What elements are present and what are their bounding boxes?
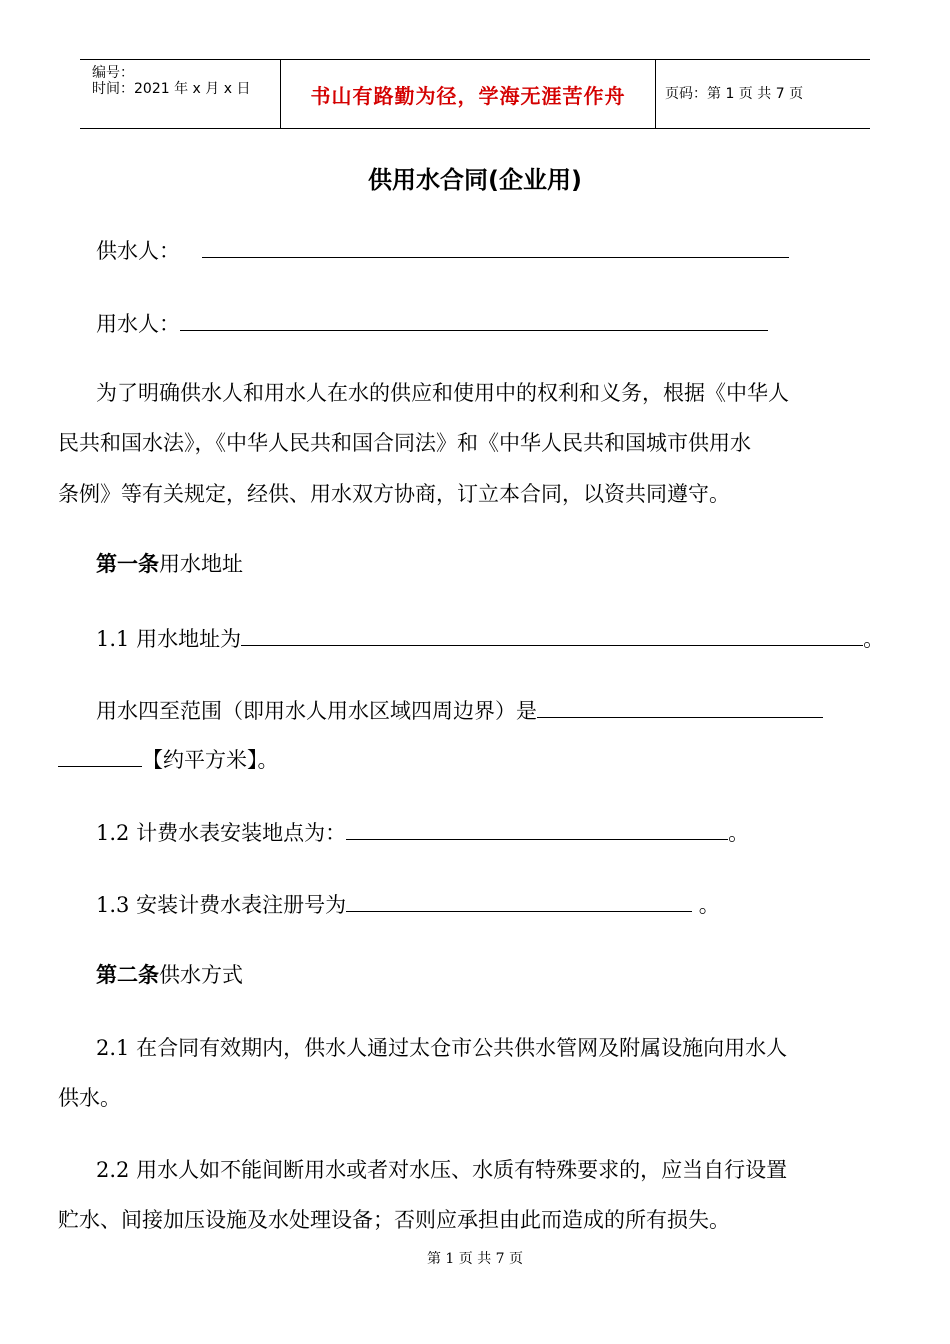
user-blank[interactable] <box>180 310 768 331</box>
clause-1-2-text: 1.2 计费水表安装地点为： <box>96 821 347 845</box>
header-page-cell <box>655 60 870 128</box>
address-blank[interactable] <box>241 625 863 646</box>
page-indicator: 页码：第 1 页 共 7 页 <box>665 85 804 102</box>
clause-1-1-end: 。 <box>863 627 885 651</box>
article-2-heading <box>96 962 243 989</box>
clause-2-1-line-2: 供水。 <box>58 1086 121 1110</box>
range-tail: 【约平方米】。 <box>142 748 279 772</box>
user-line <box>96 310 768 338</box>
range-blank-2[interactable] <box>58 746 142 767</box>
meter-number-blank[interactable] <box>346 891 692 912</box>
page-footer: 第 1 页 共 7 页 <box>426 1251 524 1267</box>
document-title: 供用水合同(企业用) <box>368 166 582 194</box>
article-1-title: 用水地址 <box>159 552 243 576</box>
supplier-line <box>96 237 789 265</box>
clause-1-2-end: 。 <box>728 821 750 845</box>
meter-location-blank[interactable] <box>346 819 728 840</box>
article-1-heading <box>96 551 243 578</box>
range-blank[interactable] <box>537 697 823 718</box>
clause-1-3-text: 1.3 安装计费水表注册号为 <box>96 893 347 917</box>
intro-line-1: 为了明确供水人和用水人在水的供应和使用中的权利和义务，根据《中华人 <box>96 381 789 405</box>
intro-line-2: 民共和国水法》，《中华人民共和国合同法》和《中华人民共和国城市供用水 <box>58 431 751 455</box>
supplier-blank[interactable] <box>202 237 789 258</box>
document-header <box>80 59 870 129</box>
clause-1-1-text: 1.1 用水地址为 <box>96 627 242 651</box>
clause-1-3 <box>96 891 720 919</box>
header-motto-cell <box>280 60 656 128</box>
header-meta-cell <box>80 60 280 128</box>
article-2-title: 供水方式 <box>159 963 243 987</box>
intro-line-3: 条例》等有关规定，经供、用水双方协商，订立本合同，以资共同遵守。 <box>58 482 730 506</box>
motto: 书山有路勤为径，学海无涯苦作舟 <box>310 83 626 108</box>
date-label: 时间：2021 年 x 月 x 日 <box>92 81 251 97</box>
clause-2-2-line-1: 2.2 用水人如不能间断用水或者对水压、水质有特殊要求的，应当自行设置 <box>96 1158 788 1182</box>
range-text: 用水四至范围（即用水人用水区域四周边界）是 <box>96 699 537 723</box>
range-line-2 <box>58 746 279 774</box>
clause-2-2-line-2: 贮水、间接加压设施及水处理设备；否则应承担由此而造成的所有损失。 <box>58 1208 730 1232</box>
range-line <box>96 697 823 725</box>
supplier-label: 供水人： <box>96 239 180 263</box>
clause-1-1 <box>96 625 884 653</box>
clause-2-1-line-1: 2.1 在合同有效期内，供水人通过太仓市公共供水管网及附属设施向用水人 <box>96 1036 788 1060</box>
number-label: 编号： <box>92 65 134 81</box>
article-2-number: 第二条 <box>96 963 159 987</box>
clause-1-2 <box>96 819 749 847</box>
clause-1-3-end: 。 <box>692 893 720 917</box>
article-1-number: 第一条 <box>96 552 159 576</box>
user-label: 用水人： <box>96 312 180 336</box>
